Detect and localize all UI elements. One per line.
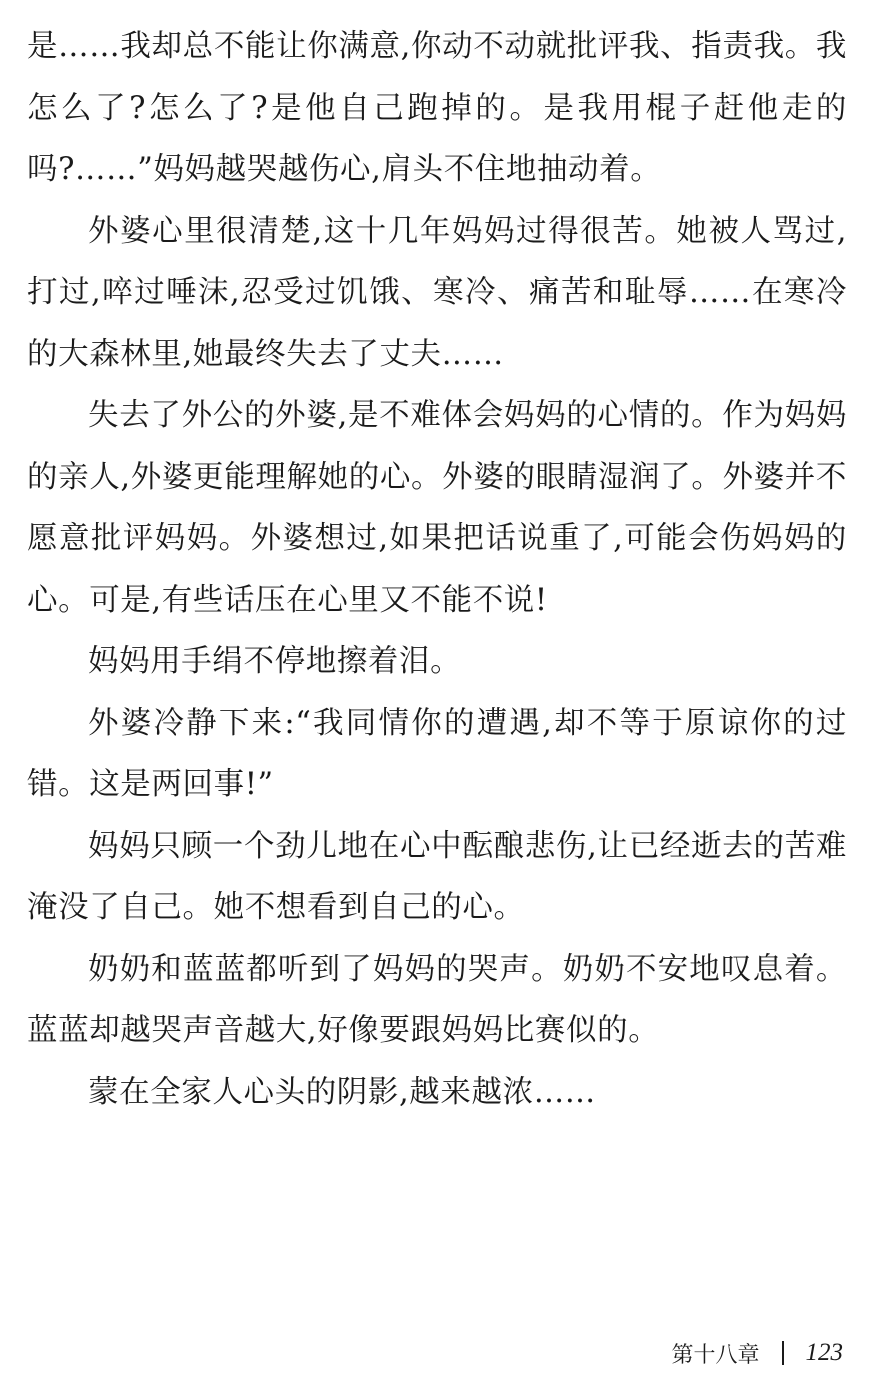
page-footer <box>671 1335 843 1371</box>
paragraph-5: 外婆冷静下来:“我同情你的遭遇,却不等于原谅你的过错。这是两回事!” <box>27 705 847 802</box>
chapter-label: 第十八章 <box>671 1342 760 1368</box>
paragraph-2: 外婆心里很清楚,这十几年妈妈过得很苦。她被人骂过,打过,啐过唾沫,忍受过饥饿、寒冷、痛苦和耻辱……在寒冷的大森林里,她最终失去了丈夫…… <box>27 213 847 372</box>
paragraph-1: 是……我却总不能让你满意,你动不动就批评我、指责我。我怎么了?怎么了?是他自己跑掉的。是我用棍子赶他走的吗?……”妈妈越哭越伤心,肩头不住地抽动着。 <box>27 29 847 187</box>
paragraph-4: 妈妈用手绢不停地擦着泪。 <box>88 644 462 679</box>
paragraph-7: 奶奶和蓝蓝都听到了妈妈的哭声。奶奶不安地叹息着。蓝蓝却越哭声音越大,好像要跟妈妈比赛似的。 <box>27 951 847 1048</box>
paragraph-8: 蒙在全家人心头的阴影,越来越浓…… <box>88 1074 596 1110</box>
body-text <box>27 16 847 1123</box>
page-number: 123 <box>805 1339 843 1366</box>
paragraph-6: 妈妈只顾一个劲儿地在心中酝酿悲伤,让已经逝去的苦难淹没了自己。她不想看到自己的心。 <box>27 828 847 925</box>
footer-divider <box>782 1341 784 1365</box>
paragraph-3: 失去了外公的外婆,是不难体会妈妈的心情的。作为妈妈的亲人,外婆更能理解她的心。外婆的眼睛湿润了。外婆并不愿意批评妈妈。外婆想过,如果把话说重了,可能会伤妈妈的心。可是,有些话压在心里又不能不说! <box>27 398 847 618</box>
